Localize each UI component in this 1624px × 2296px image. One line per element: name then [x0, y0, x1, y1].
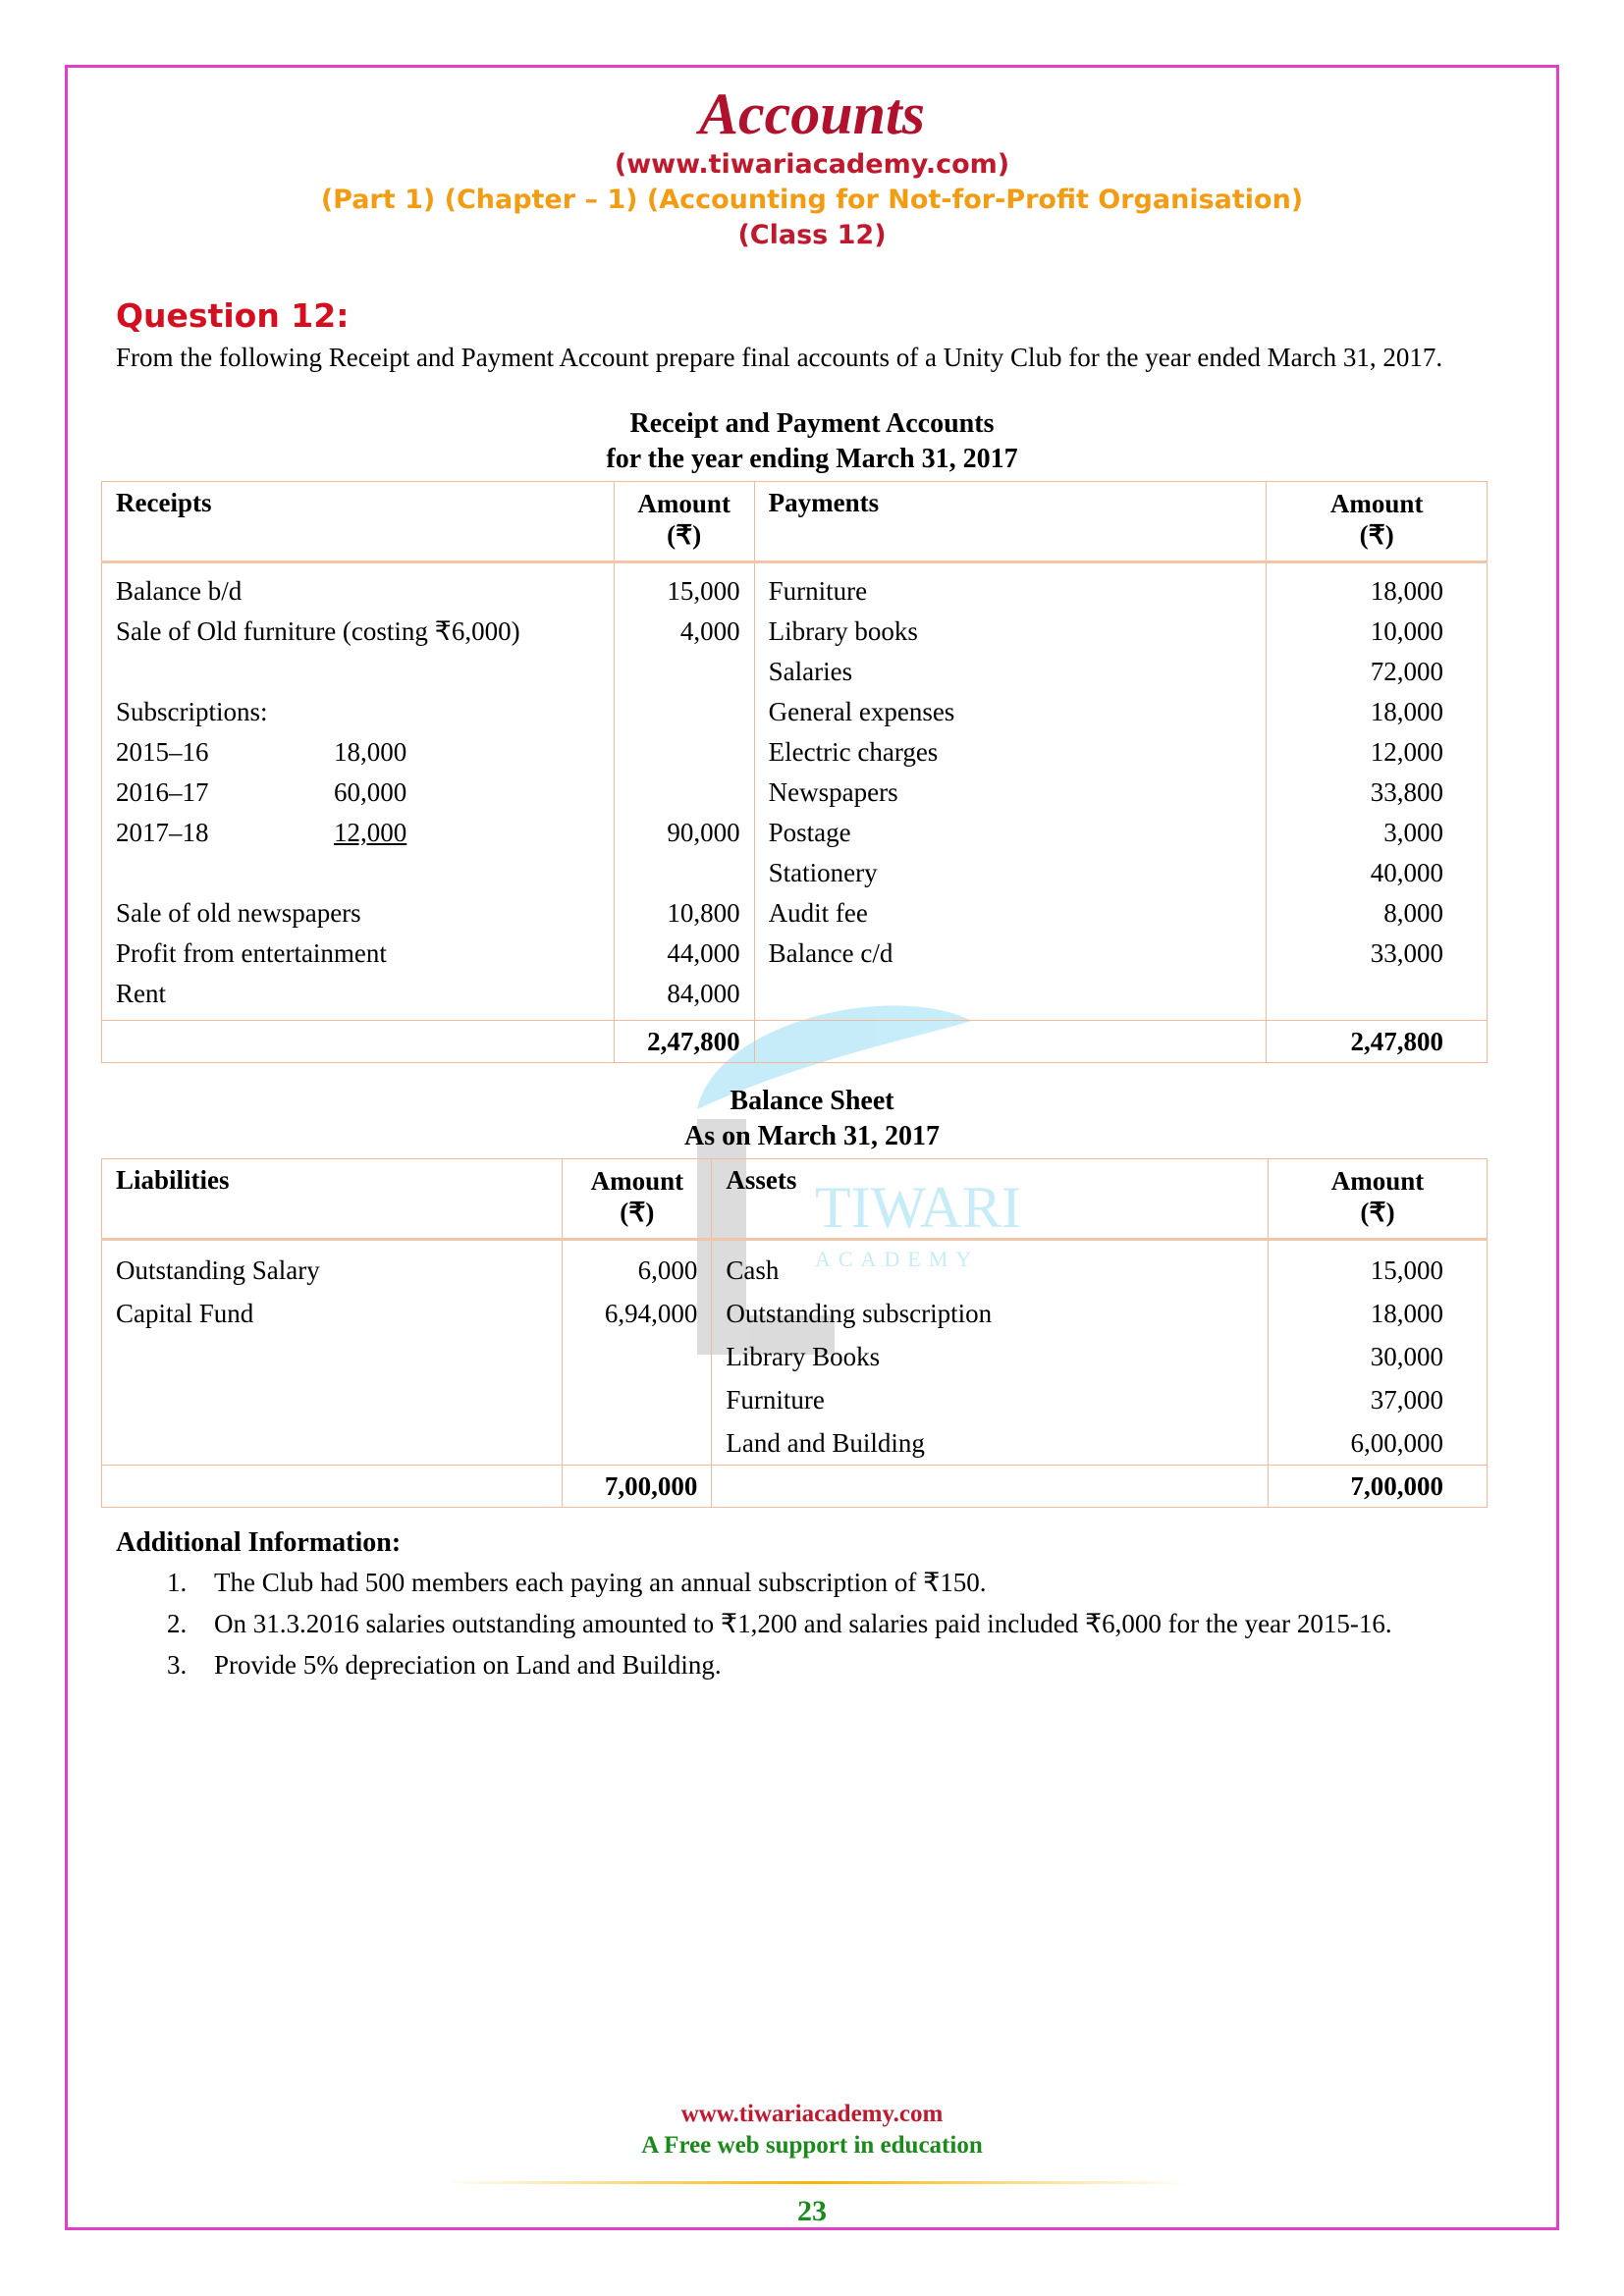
- rp-header-receipts: Receipts: [102, 482, 615, 562]
- rp-receipts-list: [102, 562, 615, 1021]
- bs-header-amount-assets: Amount (₹): [1268, 1159, 1487, 1240]
- watermark-text-sub: ACADEMY: [815, 1247, 980, 1271]
- question-title: Question 12:: [116, 296, 350, 335]
- additional-info-list: [167, 1565, 1483, 1688]
- rp-total-receipts: 2,47,800: [614, 1021, 754, 1063]
- bs-liabilities-amounts: 6,000 6,94,000: [563, 1240, 712, 1466]
- rp-payments-list: [754, 562, 1267, 1021]
- header-class: (Class 12): [737, 220, 887, 250]
- list-item: 1. The Club had 500 members each paying an annual subscription of ₹150.: [167, 1568, 987, 1597]
- list-item: Balance b/d: [116, 576, 243, 606]
- bs-header-amount-liabilities: Amount (₹): [563, 1159, 712, 1240]
- list-item: 2015–16 18,000: [116, 737, 407, 767]
- watermark-text-main: TIWARI: [815, 1175, 1021, 1240]
- list-item: Sale of old newspapers: [116, 898, 361, 928]
- list-item: Electric charges: [768, 737, 939, 767]
- bs-assets-list: [712, 1240, 1269, 1466]
- footer-website[interactable]: www.tiwariacademy.com: [680, 2101, 944, 2127]
- balance-sheet-table: [101, 1158, 1488, 1508]
- list-item: Library Books: [726, 1342, 881, 1371]
- page-title: Accounts: [698, 81, 926, 146]
- list-item: Outstanding Salary: [116, 1255, 320, 1285]
- list-item: Profit from entertainment: [116, 938, 387, 968]
- bs-total-liabilities: 7,00,000: [563, 1466, 712, 1508]
- bs-assets-amounts: 15,000 18,000 30,000 37,000 6,00,000: [1268, 1240, 1487, 1466]
- bs-total-assets: 7,00,000: [1268, 1466, 1487, 1508]
- list-item: Cash: [726, 1255, 780, 1285]
- list-item: [116, 652, 600, 692]
- list-item: Library books: [768, 616, 918, 646]
- header-chapter: (Part 1) (Chapter – 1) (Accounting for Not-for-Profit Organisation): [320, 185, 1304, 215]
- receipt-payment-table: [101, 481, 1488, 1063]
- bs-header-assets: Assets: [712, 1159, 1269, 1240]
- list-item: Furniture: [768, 576, 868, 606]
- list-item: 2016–17 60,000: [116, 777, 407, 807]
- rp-total-payments: 2,47,800: [1267, 1021, 1488, 1063]
- list-item: Outstanding subscription: [726, 1299, 993, 1328]
- question-text: From the following Receipt and Payment Account prepare final accounts of a Unity Club for the year ended March 31, 2017.: [116, 343, 1443, 372]
- list-item: Furniture: [726, 1385, 825, 1415]
- list-item: General expenses: [768, 697, 955, 726]
- list-item: Salaries: [768, 657, 853, 686]
- rp-caption-1: Receipt and Payment Accounts: [629, 408, 995, 439]
- list-item: Newspapers: [768, 777, 898, 807]
- footer-divider: [442, 2181, 1188, 2184]
- list-item: Land and Building: [726, 1428, 925, 1458]
- rp-caption-2: for the year ending March 31, 2017: [606, 444, 1018, 474]
- list-item: 3. Provide 5% depreciation on Land and Building.: [167, 1650, 722, 1680]
- header-website: (www.tiwariacademy.com): [614, 149, 1010, 180]
- list-item: Postage: [768, 818, 851, 847]
- list-item: 2017–18 12,000: [116, 818, 407, 847]
- bs-liabilities-list: [102, 1240, 563, 1466]
- list-item: Subscriptions:: [116, 697, 268, 726]
- list-item: Sale of Old furniture (costing ₹6,000): [116, 616, 520, 646]
- list-item: Audit fee: [768, 898, 868, 928]
- additional-info-title: Additional Information:: [116, 1527, 402, 1558]
- list-item: Capital Fund: [116, 1299, 254, 1328]
- rp-header-amount-receipts: Amount (₹): [614, 482, 754, 562]
- bs-header-liabilities: Liabilities: [102, 1159, 563, 1240]
- list-item: 2. On 31.3.2016 salaries outstanding amounted to ₹1,200 and salaries paid included ₹6,000 for the year 2015-16.: [167, 1609, 1392, 1638]
- footer-tagline: A Free web support in education: [641, 2132, 983, 2159]
- list-item: Rent: [116, 979, 166, 1008]
- list-item: [116, 853, 600, 893]
- rp-receipts-amounts: 15,000 4,000 90,000 10,800 44,000 84,000: [614, 562, 754, 1021]
- bs-caption-1: Balance Sheet: [730, 1086, 894, 1116]
- rp-header-payments: Payments: [754, 482, 1267, 562]
- bs-caption-2: As on March 31, 2017: [683, 1121, 941, 1151]
- rp-header-amount-payments: Amount (₹): [1267, 482, 1488, 562]
- rp-payments-amounts: 18,000 10,000 72,000 18,000 12,000 33,800 3,000 40,000 8,000 33,000: [1267, 562, 1488, 1021]
- list-item: Balance c/d: [768, 938, 893, 968]
- page-number: 23: [797, 2195, 827, 2227]
- list-item: Stationery: [768, 858, 878, 887]
